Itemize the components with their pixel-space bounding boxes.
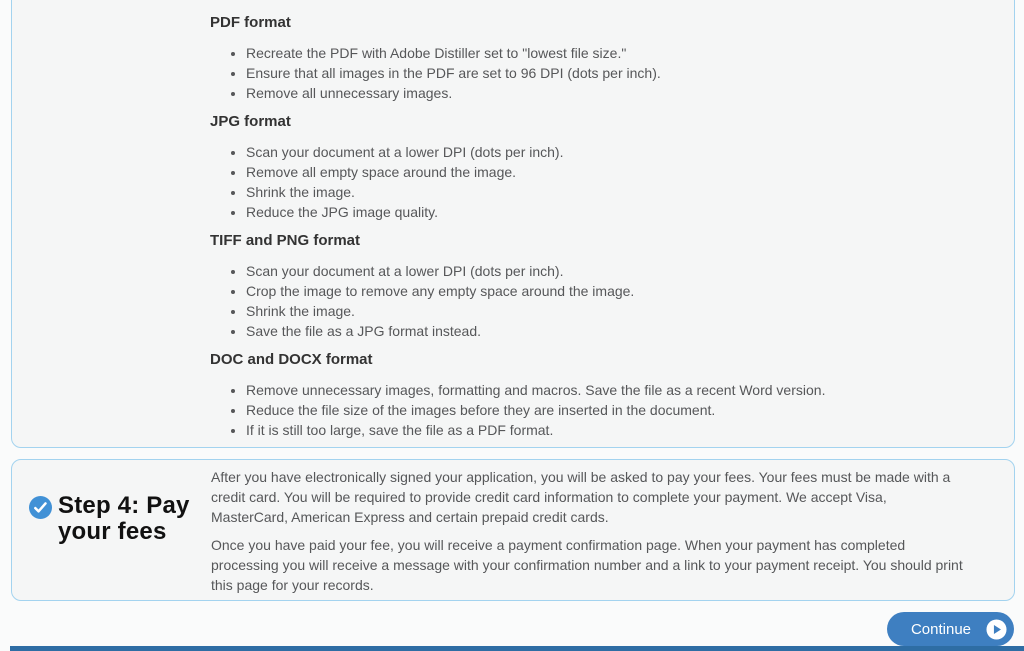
list-item: • Remove unnecessary images, formatting and macros. Save the file as a recent Word version. [246, 380, 984, 400]
list-item: • Save the file as a JPG format instead. [246, 321, 984, 341]
continue-button[interactable] [887, 612, 1014, 646]
list-item: • Remove all unnecessary images. [246, 83, 984, 103]
list-item: • Remove all empty space around the image. [246, 162, 984, 182]
step4-description [211, 467, 963, 603]
list-item: • Ensure that all images in the PDF are set to 96 DPI (dots per inch). [246, 63, 984, 83]
format-heading-tiff-png: TIFF and PNG format [210, 232, 360, 249]
step4-title [29, 493, 190, 545]
step4-paragraph: Once you have paid your fee, you will receive a payment confirmation page. When your payment has completed processing you will receive a message with your confirmation number and a link to your payment receipt. You should print this page for your records. [211, 537, 963, 593]
play-arrow-icon [986, 619, 1007, 640]
footer-divider-bar [10, 646, 1024, 651]
format-list-pdf [210, 43, 984, 103]
list-item: • Scan your document at a lower DPI (dots per inch). [246, 261, 984, 281]
format-heading-pdf: PDF format [210, 14, 291, 31]
format-heading-jpg: JPG format [210, 113, 291, 130]
list-item: • Crop the image to remove any empty space around the image. [246, 281, 984, 301]
check-circle-icon [29, 496, 52, 519]
list-item: • Shrink the image. [246, 301, 984, 321]
step4-panel [11, 459, 1015, 601]
step4-title-line2: your fees [58, 518, 167, 545]
format-list-doc-docx [210, 380, 984, 440]
list-item: • Shrink the image. [246, 182, 984, 202]
continue-button-label: Continue [910, 620, 971, 638]
list-item: • Scan your document at a lower DPI (dots per inch). [246, 142, 984, 162]
list-item: • If it is still too large, save the file as a PDF format. [246, 420, 984, 440]
list-item: • Reduce the JPG image quality. [246, 202, 984, 222]
file-format-instructions-content [12, 0, 1014, 440]
format-list-jpg [210, 142, 984, 222]
step4-paragraph: After you have electronically signed your application, you will be asked to pay your fees. Your fees must be made with a credit card. You will be required to provide credit card information to complete your payment. We accept Visa, MasterCard, American Express and certain prepaid credit cards. [211, 469, 951, 525]
format-list-tiff-png [210, 261, 984, 341]
format-heading-doc-docx: DOC and DOCX format [210, 351, 373, 368]
file-format-instructions-panel [11, 0, 1015, 448]
list-item: • Reduce the file size of the images before they are inserted in the document. [246, 400, 984, 420]
list-item: • Recreate the PDF with Adobe Distiller set to "lowest file size." [246, 43, 984, 63]
step4-title-line1: Step 4: Pay [58, 492, 190, 519]
